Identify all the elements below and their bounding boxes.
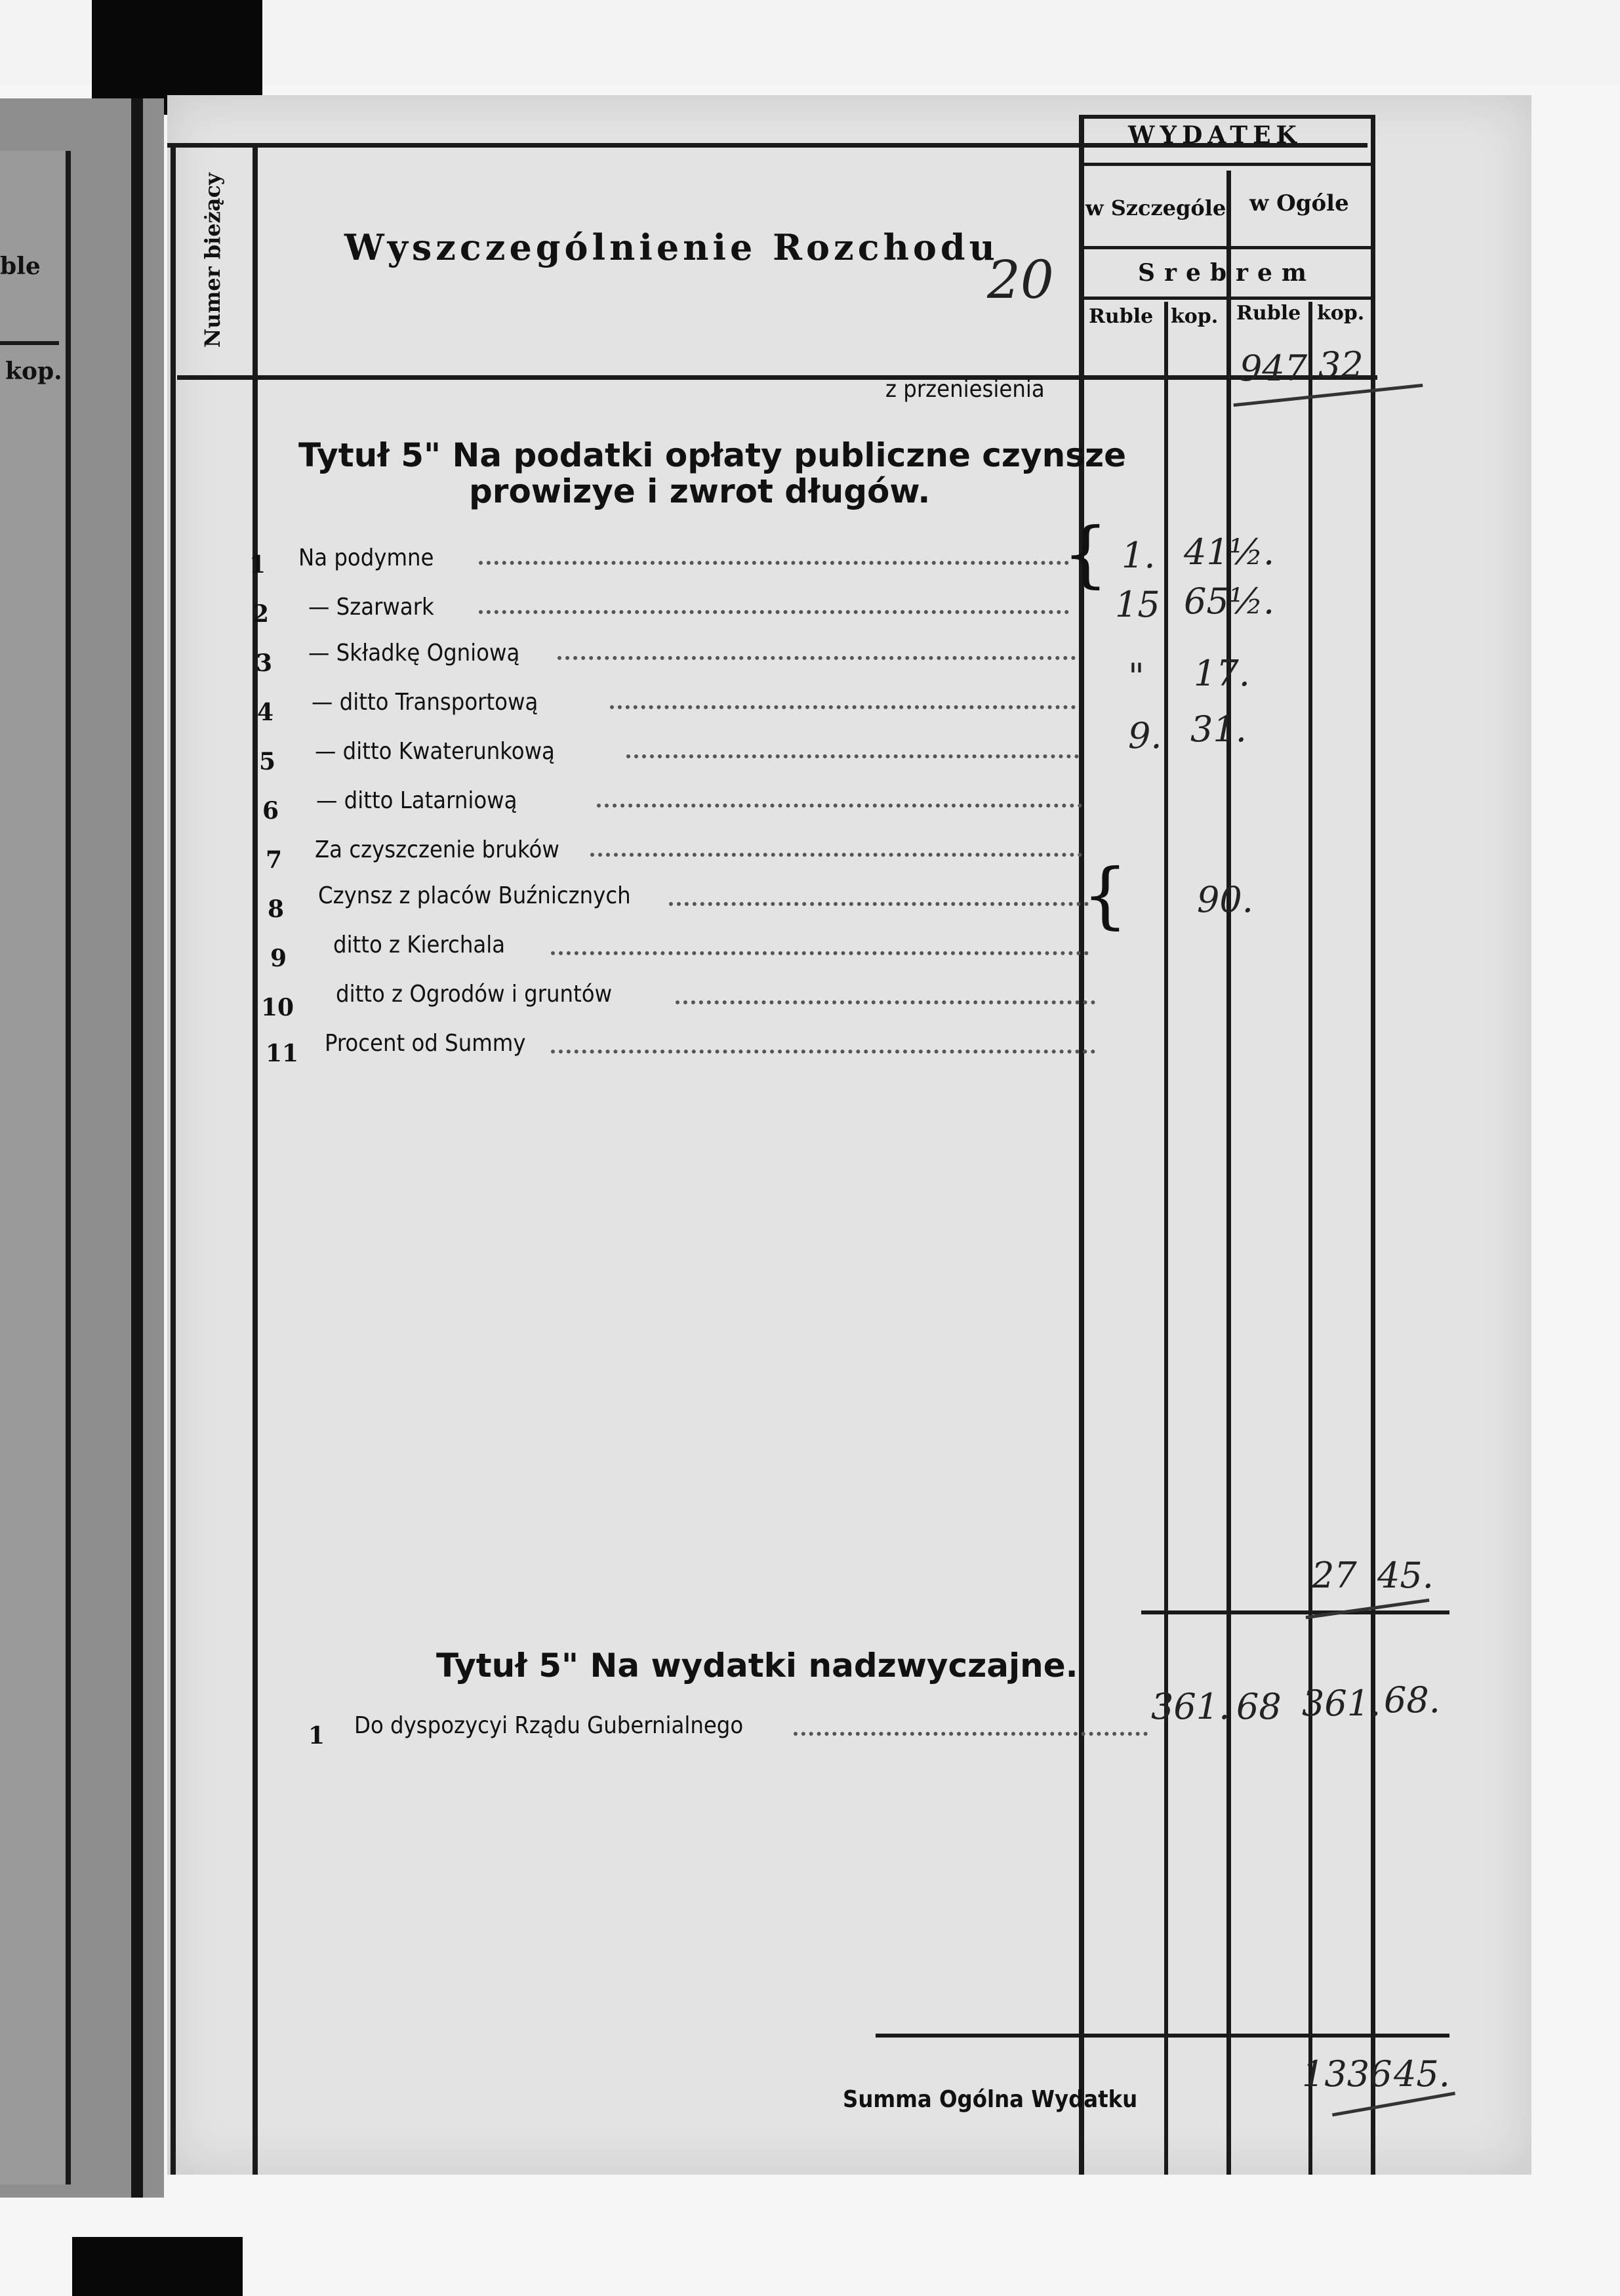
left-page-ble: ble — [0, 253, 41, 280]
page-number-handwritten: 20 — [987, 249, 1054, 310]
film-edge-bottom — [72, 2237, 243, 2296]
left-page-kop: kop. — [5, 358, 62, 385]
section2-row-kop: 68 — [1236, 1686, 1282, 1727]
row-rubles: 9. — [1128, 715, 1162, 756]
row-leader — [590, 853, 1082, 857]
col-rub1-border — [1164, 302, 1168, 2175]
kop-header-2: kop. — [1317, 302, 1365, 325]
section1-subtotal-rubles: 27 — [1312, 1555, 1357, 1596]
row-label: — ditto Kwaterunkową — [315, 738, 555, 765]
col-kop1-border — [1226, 171, 1231, 2175]
row-leader — [610, 705, 1076, 709]
row-leader — [479, 610, 1069, 614]
row-label: ditto z Ogrodów i gruntów — [336, 981, 613, 1008]
row-kop: 17. — [1194, 653, 1250, 694]
row-leader — [669, 902, 1089, 906]
rubles-header-2: Ruble — [1236, 302, 1301, 325]
row-leader — [551, 1050, 1095, 1054]
column-number-header: Numer bieżący — [200, 173, 225, 348]
section2-row-total-kop: 68. — [1384, 1679, 1440, 1721]
expense-top-rule — [1079, 115, 1374, 119]
row-number: 3 — [256, 649, 273, 677]
row-rubles: " — [1128, 656, 1144, 697]
column-description-header: Wyszczególnienie Rozchodu — [344, 226, 999, 268]
in-total-header: w Ogóle — [1249, 190, 1349, 216]
col-number-border — [253, 148, 258, 2175]
row-leader — [676, 1000, 1095, 1004]
footer-rule — [876, 2034, 1449, 2038]
subtotal-rule — [1141, 1610, 1449, 1614]
silver-sub-rule — [1079, 297, 1374, 300]
row-number: 5 — [259, 748, 276, 775]
section1-title-line2: prowizye i zwrot długów. — [469, 472, 931, 510]
section2-title: Tytuł 5" Na wydatki nadzwyczajne. — [436, 1647, 1078, 1685]
row-label: Czynsz z placów Buźnicznych — [318, 882, 631, 909]
row-rubles: 1. — [1122, 535, 1156, 576]
in-detail-header: w Szczególe — [1085, 195, 1226, 220]
left-page-column — [0, 151, 71, 2184]
carry-over-label: z przeniesienia — [885, 376, 1045, 403]
row-kop: 65½. — [1184, 581, 1275, 622]
row-number: 1 — [249, 551, 266, 579]
row-number: 6 — [262, 797, 279, 825]
expense-sub-rule — [1079, 163, 1374, 166]
row-number: 4 — [257, 699, 274, 726]
section1-subtotal-kop: 45. — [1377, 1555, 1434, 1596]
row-rubles: 15 — [1115, 584, 1160, 625]
kop-header-1: kop. — [1171, 305, 1219, 328]
grand-total-rubles: 1336 — [1302, 2053, 1392, 2095]
section2-row-total-rubles: 361. — [1302, 1683, 1381, 1724]
grand-total-label: Summa Ogólna Wydatku — [843, 2086, 1138, 2113]
section2-row-number: 1 — [308, 1722, 325, 1750]
carry-over-kop: 32 — [1318, 344, 1364, 386]
row-leader — [479, 561, 1069, 565]
row-kop: 41½. — [1184, 531, 1275, 573]
header-rule — [177, 375, 1377, 380]
section1-title-line1: Tytuł 5" Na podatki opłaty publiczne czynsze — [298, 436, 1126, 474]
row-number: 11 — [266, 1040, 299, 1067]
row-leader — [626, 754, 1079, 758]
rubles-header-1: Ruble — [1089, 305, 1154, 328]
left-page-rule — [0, 341, 59, 345]
row-leader — [557, 656, 1076, 660]
col-rub2-border — [1308, 302, 1312, 2175]
expense-header: WYDATEK — [1128, 121, 1302, 149]
row-label: ditto z Kierchala — [333, 932, 506, 958]
section2-row-label: Do dyspozycyi Rządu Gubernialnego — [354, 1712, 744, 1739]
col-desc-border — [1079, 115, 1084, 2175]
row-label: — Szarwark — [308, 594, 434, 621]
row-label: — ditto Transportową — [312, 689, 538, 716]
brace-rows-8-9: { — [1082, 853, 1128, 937]
silver-rule — [1079, 246, 1374, 249]
col-kop2-border — [1371, 115, 1375, 2175]
row-kop: 31. — [1190, 708, 1247, 750]
row-label: Na podymne — [298, 544, 434, 571]
row-number: 8 — [268, 895, 285, 923]
carry-over-rubles: 947 — [1240, 348, 1308, 389]
spine-line — [131, 98, 143, 2198]
row-label: — Składkę Ogniową — [308, 640, 520, 666]
row-kop: 90. — [1197, 879, 1253, 920]
grand-total-kop: 45. — [1394, 2053, 1450, 2095]
row-number: 10 — [261, 994, 294, 1021]
row-label: — ditto Latarniową — [316, 787, 517, 814]
row-number: 2 — [253, 600, 270, 628]
row-number: 7 — [266, 846, 283, 874]
col-left-border — [171, 148, 176, 2175]
row-leader — [551, 951, 1089, 955]
row-number: 9 — [270, 945, 287, 972]
row-leader — [597, 804, 1082, 808]
section2-row-leader — [794, 1732, 1148, 1736]
row-label: Za czyszczenie bruków — [315, 836, 559, 863]
ledger-sheet — [167, 95, 1531, 2175]
brace-rows-1-3: { — [1063, 512, 1108, 596]
silver-header: Srebrem — [1138, 259, 1316, 287]
section2-row-rubles: 361. — [1151, 1686, 1230, 1727]
row-label: Procent od Summy — [325, 1030, 526, 1057]
